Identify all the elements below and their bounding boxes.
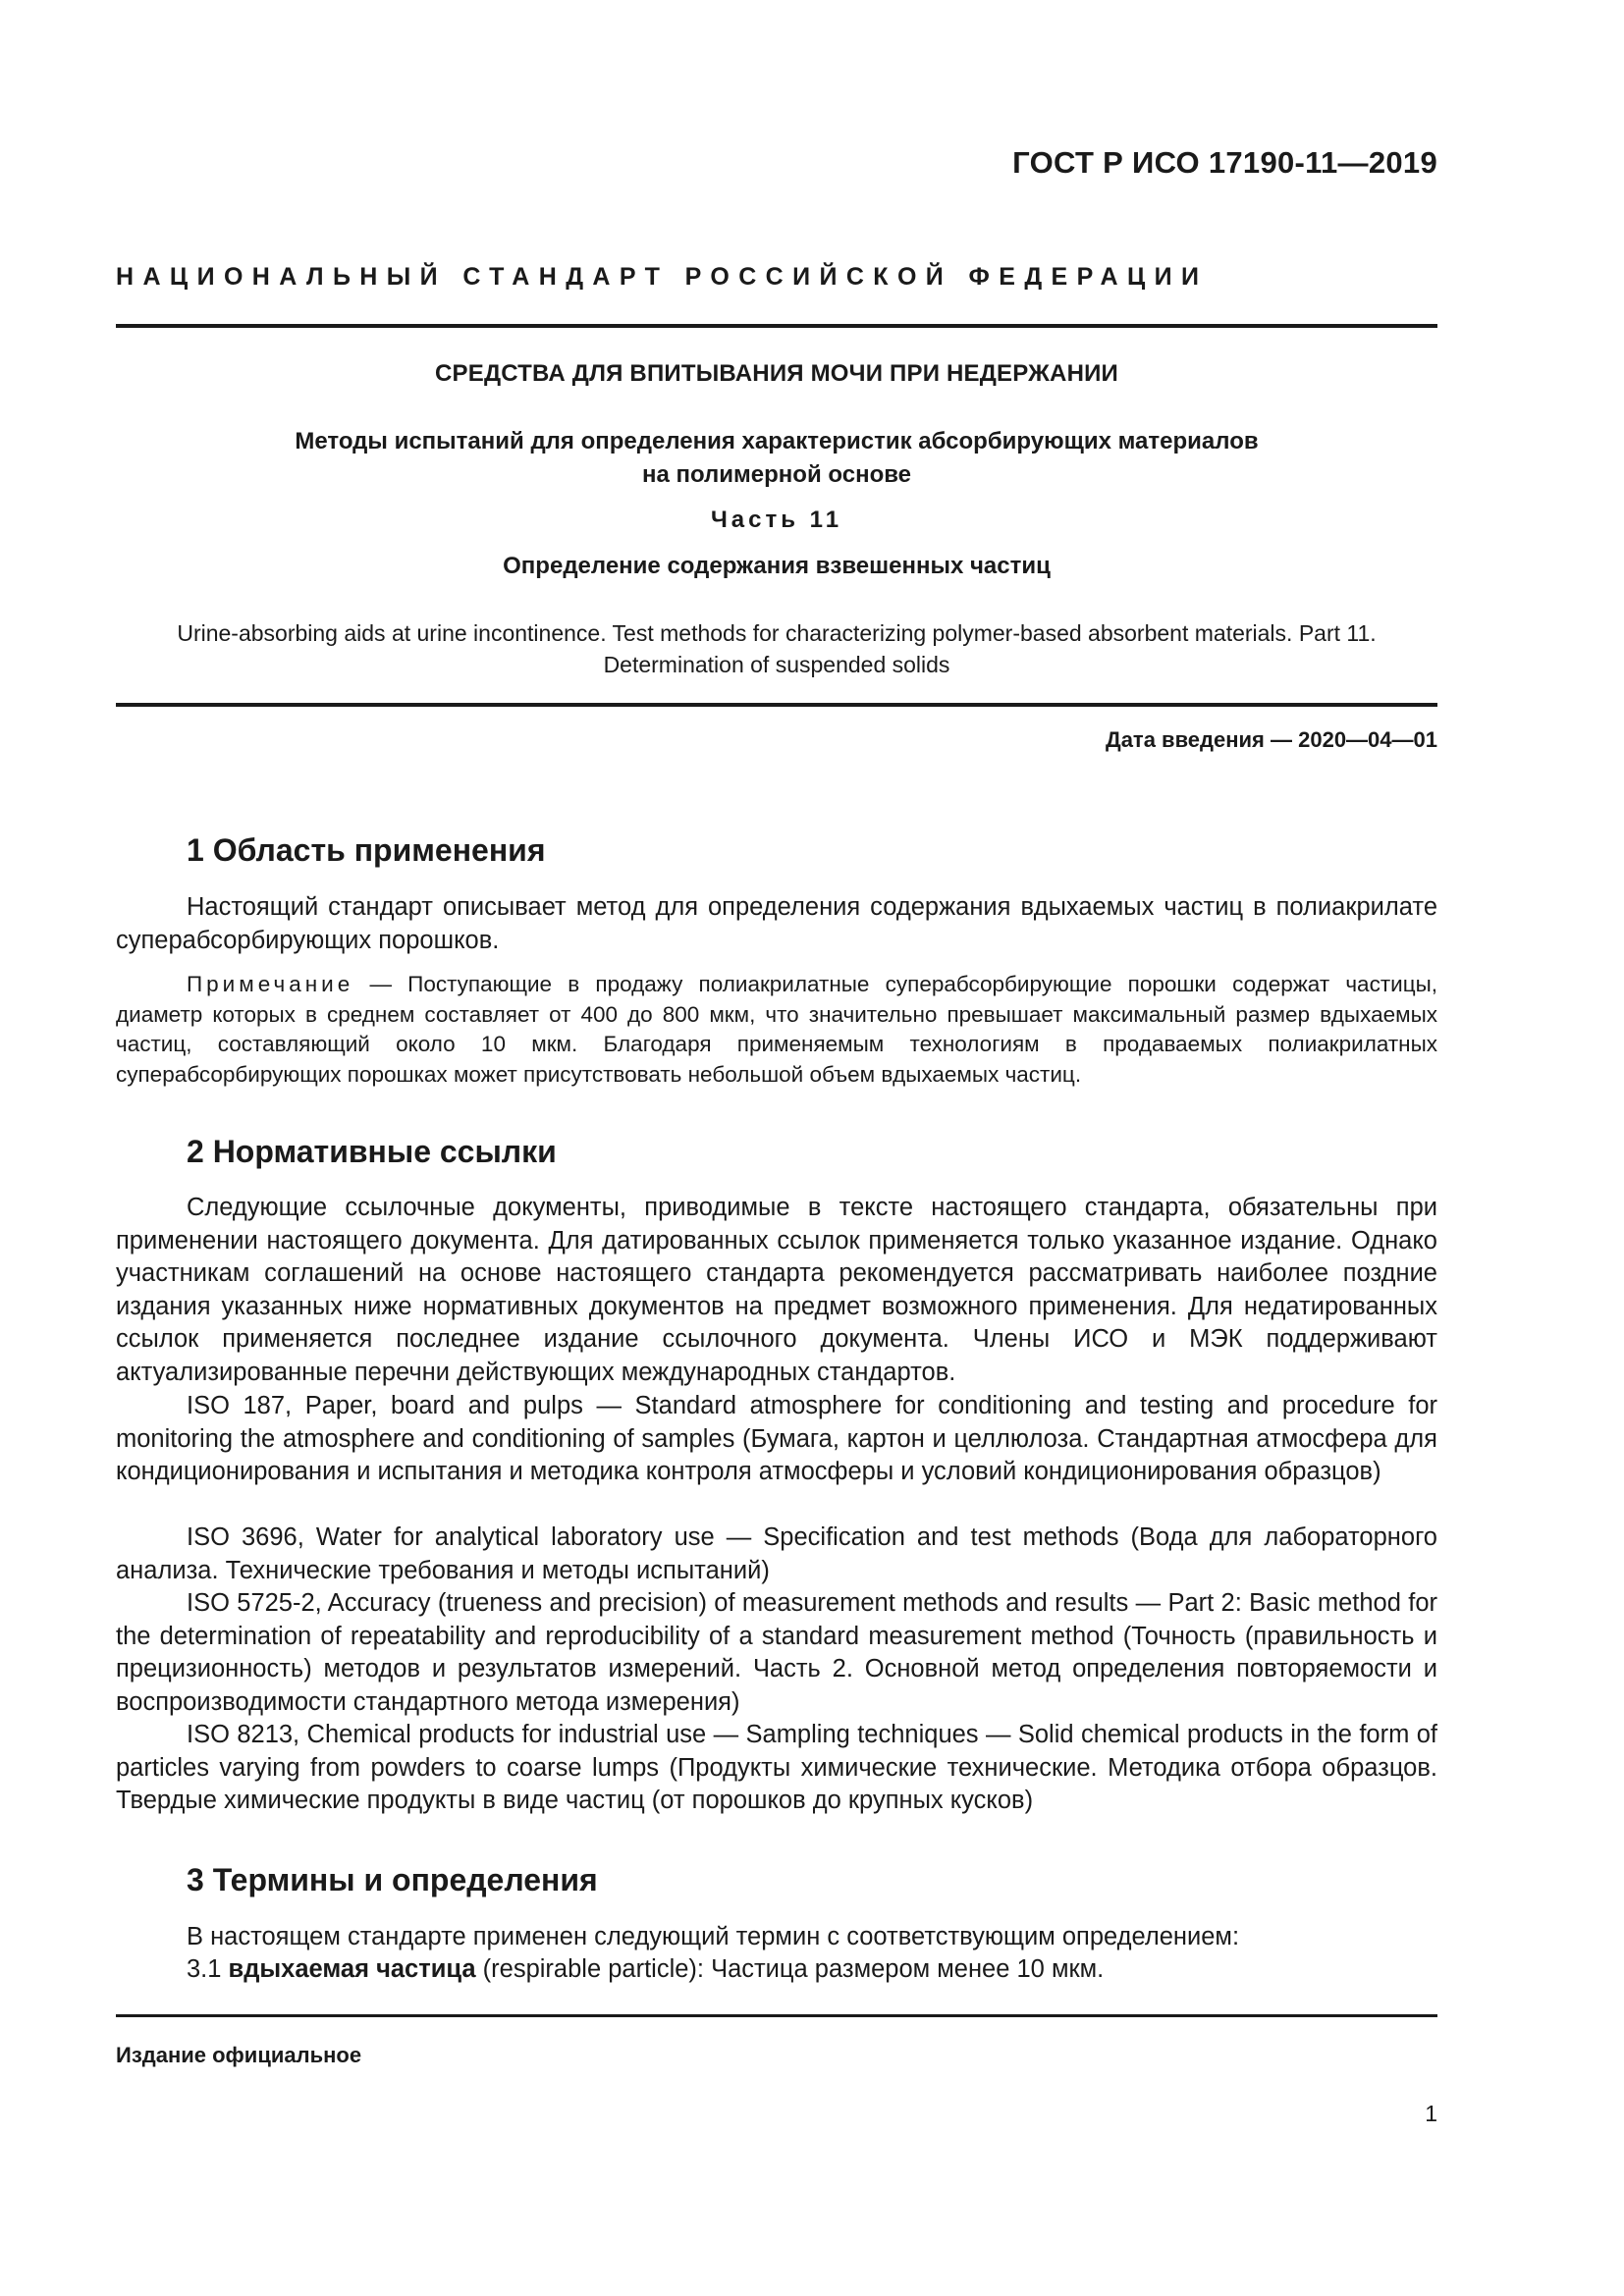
part-number: Часть 11 <box>710 507 843 533</box>
reference-iso-5725-2: ISO 5725-2, Accuracy (trueness and precision) of measurement methods and results — Part 2: Basic method for the determination of repeatability and reproducibility of a standard measurement method (Точность (правильность и прецизионность) методов и результатов измерений. Часть 2. Основной метод определения повторяемости и воспроизводимости стандартного метода измерения) <box>116 1589 1437 1716</box>
reference-iso-187: ISO 187, Paper, board and pulps — Standard atmosphere for conditioning and testing and procedure for monitoring the atmosphere and conditioning of samples (Бумага, картон и целлюлоза. Стандартная атмосфера для кондиционирования и испытания и методика контроля атмосферы и условий кондиционирования образцов) <box>116 1392 1437 1485</box>
section-1-heading: 1 Область применения <box>187 832 546 868</box>
document-id: ГОСТ Р ИСО 17190-11—2019 <box>1012 145 1437 180</box>
english-title <box>116 617 1437 680</box>
english-title-line-2: Determination of suspended solids <box>603 652 950 677</box>
national-standard-heading: НАЦИОНАЛЬНЫЙ СТАНДАРТ РОССИЙСКОЙ ФЕДЕРАЦИИ <box>116 263 1209 291</box>
section-3-paragraph: В настоящем стандарте применен следующий термин с соответствующим определением: <box>187 1923 1240 1950</box>
reference-iso-8213: ISO 8213, Chemical products for industrial use — Sampling techniques — Solid chemical products in the form of particles varying from powders to coarse lumps (Продукты химические технические. Методика отбора образцов. Твердые химические продукты в виде частиц (от порошков до крупных кусков) <box>116 1721 1437 1814</box>
document-subtitle <box>116 425 1437 492</box>
section-3-heading: 3 Термины и определения <box>187 1862 598 1897</box>
page-number: 1 <box>1425 2101 1437 2126</box>
official-edition-label: Издание официальное <box>116 2043 362 2067</box>
title-rule <box>116 703 1437 707</box>
note-text: — Поступающие в продажу полиакрилатные суперабсорбирующие порошки содержат частицы, диаметр которых в среднем составляет от 400 до 800 мкм, что значительно превышает максимальный размер вдыхаемых частиц, составляющий около 10 мкм. Благодаря применяемым технологиям в продаваемых полиакрилатных суперабсорбирующих порошках может присутствовать небольшой объем вдыхаемых частиц. <box>116 972 1437 1087</box>
section-1-paragraph: Настоящий стандарт описывает метод для определения содержания вдыхаемых частиц в полиакрилате суперабсорбирующих порошков. <box>116 893 1437 954</box>
subtitle-line-1: Методы испытаний для определения характеристик абсорбирующих материалов <box>295 428 1259 454</box>
section-2-paragraph: Следующие ссылочные документы, приводимые в тексте настоящего стандарта, обязательны при применении настоящего документа. Для датированных ссылок применяется только указанное издание. Однако участникам соглашений на основе настоящего стандарта рекомендуется рассматривать наиболее поздние издания указанных ниже нормативных документов на предмет возможного применения. Для недатированных ссылок применяется последнее издание ссылочного документа. Члены ИСО и МЭК поддерживают актуализированные перечни действующих международных стандартов. <box>116 1194 1437 1386</box>
reference-iso-3696: ISO 3696, Water for analytical laboratory use — Specification and test methods (Вода для лабораторного анализа. Технические требования и методы испытаний) <box>116 1523 1437 1584</box>
term-name: вдыхаемая частица <box>228 1955 476 1983</box>
top-rule <box>116 324 1437 328</box>
footer-rule <box>116 2014 1437 2017</box>
english-title-line-1: Urine-absorbing aids at urine incontinence. Test methods for characterizing polymer-based absorbent materials. Part 11. <box>177 620 1377 646</box>
section-2-heading: 2 Нормативные ссылки <box>187 1134 557 1169</box>
term-definition <box>116 1953 1437 1987</box>
note-label: Примечание <box>187 972 354 996</box>
term-definition-text: (respirable particle): Частица размером менее 10 мкм. <box>475 1955 1105 1983</box>
section-1-note <box>116 970 1437 1090</box>
introduction-date: Дата введения — 2020—04—01 <box>1106 727 1437 752</box>
document-title: СРЕДСТВА ДЛЯ ВПИТЫВАНИЯ МОЧИ ПРИ НЕДЕРЖАНИИ <box>435 360 1118 387</box>
part-title: Определение содержания взвешенных частиц <box>503 553 1051 579</box>
term-number: 3.1 <box>187 1955 229 1983</box>
subtitle-line-2: на полимерной основе <box>641 461 912 488</box>
